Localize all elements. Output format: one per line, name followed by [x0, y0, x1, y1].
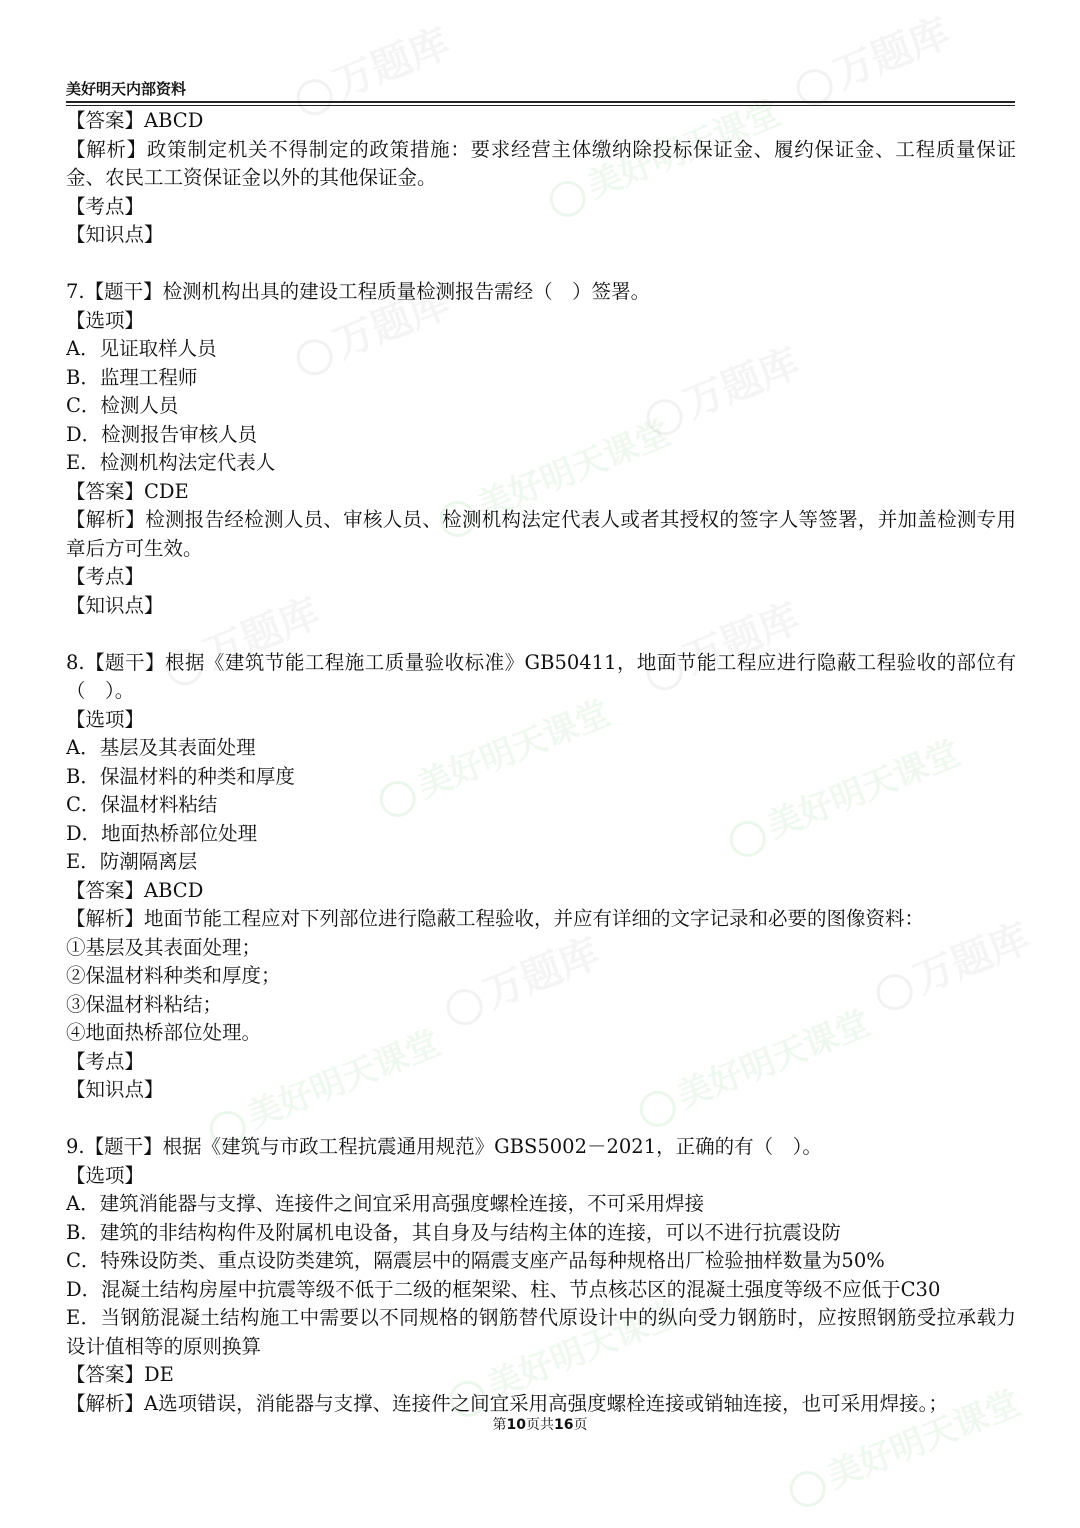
- q8-option-a: A．基层及其表面处理: [66, 736, 256, 759]
- document-body: [66, 107, 1016, 1418]
- q8-analysis-item-2: ②保温材料种类和厚度；: [66, 964, 281, 987]
- q8-stem: 8.【题干】根据《建筑节能工程施工质量验收标准》GB50411，地面节能工程应进行隐蔽工程验收的部位有（ ）。: [66, 650, 1016, 702]
- watermark-brand: 美好明天课堂: [200, 1016, 446, 1154]
- watermark-badge-icon: [784, 1465, 831, 1512]
- q8-option-e: E．防潮隔离层: [66, 850, 198, 873]
- page-prefix: 第: [492, 1417, 507, 1433]
- q8-answer: 【答案】ABCD: [66, 878, 204, 902]
- q7-option-e: E．检测机构法定代表人: [66, 451, 276, 474]
- q7-options-label: 【选项】: [66, 308, 145, 332]
- spacer: [66, 1105, 1016, 1134]
- page-footer: [0, 1414, 1080, 1434]
- watermark-brand: 美好明天课堂: [720, 726, 966, 864]
- q7-kaodian: 【考点】: [66, 565, 145, 588]
- q9-stem: 9.【题干】根据《建筑与市政工程抗震通用规范》GBS5002－2021，正确的有（ ）。: [66, 1135, 822, 1158]
- q7-option-b: B．监理工程师: [66, 365, 198, 389]
- watermark-wantiku: 万题库: [285, 12, 457, 126]
- q6-zhishidian: 【知识点】: [66, 223, 164, 246]
- q6-answer: 【答案】ABCD: [66, 109, 204, 132]
- q8-analysis-item-1: ①基层及其表面处理；: [66, 935, 262, 959]
- header-title: 美好明天内部资料: [66, 80, 187, 98]
- q9-option-c: C．特殊设防类、重点设防类建筑，隔震层中的隔震支座产品每种规格出厂检验抽样数量为50%: [66, 1249, 885, 1272]
- q7-analysis: 【解析】检测报告经检测人员、审核人员、检测机构法定代表人或者其授权的签字人等签署，并加盖检测专用章后方可生效。: [66, 508, 1016, 560]
- watermark-brand: 美好明天课堂: [780, 1376, 1026, 1514]
- q9-options-label: 【选项】: [66, 1163, 145, 1187]
- header-rule: [66, 101, 1015, 103]
- q7-option-d: D．检测报告审核人员: [66, 422, 258, 446]
- watermark-wantiku: 万题库: [285, 272, 457, 386]
- watermark-wantiku: 万题库: [635, 332, 807, 446]
- q8-option-c: C．保温材料粘结: [66, 793, 218, 816]
- q7-stem: 7.【题干】检测机构出具的建设工程质量检测报告需经（ ）签署。: [66, 280, 651, 303]
- q8-kaodian: 【考点】: [66, 1049, 145, 1073]
- q9-option-a: A．建筑消能器与支撑、连接件之间宜采用高强度螺栓连接，不可采用焊接: [66, 1192, 705, 1215]
- watermark-wantiku: 万题库: [635, 587, 807, 701]
- watermark-brand: 美好明天课堂: [540, 86, 786, 224]
- page-total: 16: [554, 1417, 574, 1433]
- q8-analysis: 【解析】地面节能工程应对下列部位进行隐蔽工程验收，并应有详细的文字记录和必要的图像资料：: [66, 907, 925, 930]
- spacer: [66, 620, 1016, 649]
- q8-analysis-item-4: ④地面热桥部位处理。: [66, 1021, 262, 1044]
- watermark-brand: 美好明天课堂: [430, 406, 676, 544]
- watermark-wantiku: 万题库: [155, 582, 327, 696]
- watermark-brand: 美好明天课堂: [370, 686, 616, 824]
- q8-zhishidian: 【知识点】: [66, 1078, 164, 1101]
- watermark-brand: 美好明天课堂: [440, 1286, 686, 1424]
- q9-answer: 【答案】DE: [66, 1363, 174, 1386]
- q7-option-c: C．检测人员: [66, 394, 179, 417]
- q7-answer: 【答案】CDE: [66, 479, 189, 503]
- q6-analysis: 【解析】政策制定机关不得制定的政策措施：要求经营主体缴纳除投标保证金、履约保证金、工程质量保证金、农民工工资保证金以外的其他保证金。: [66, 137, 1016, 189]
- page-current: 10: [506, 1417, 526, 1433]
- q9-option-b: B．建筑的非结构构件及附属机电设备，其自身及与结构主体的连接，可以不进行抗震设防: [66, 1220, 841, 1244]
- q8-option-d: D．地面热桥部位处理: [66, 821, 258, 845]
- watermark-brand: 美好明天课堂: [630, 996, 876, 1134]
- page-middle: 页共: [526, 1417, 554, 1433]
- page-suffix: 页: [573, 1417, 588, 1433]
- watermark-wantiku: 万题库: [435, 922, 607, 1036]
- q9-option-e: E．当钢筋混凝土结构施工中需要以不同规格的钢筋替代原设计中的纵向受力钢筋时，应按照钢筋受拉承载力设计值相等的原则换算: [66, 1306, 1016, 1358]
- watermark-wantiku: 万题库: [785, 2, 957, 116]
- q9-analysis: 【解析】A选项错误，消能器与支撑、连接件之间宜采用高强度螺栓连接或销轴连接，也可采用焊接。；: [66, 1391, 948, 1415]
- q7-option-a: A．见证取样人员: [66, 337, 217, 360]
- q8-option-b: B．保温材料的种类和厚度: [66, 764, 295, 788]
- q9-option-d: D．混凝土结构房屋中抗震等级不低于二级的框架梁、柱、节点核芯区的混凝土强度等级不应低于C30: [66, 1277, 941, 1301]
- header-rule-thin: [66, 105, 1015, 106]
- q8-analysis-item-3: ③保温材料粘结；: [66, 992, 223, 1016]
- q8-options-label: 【选项】: [66, 707, 145, 731]
- watermark-badge-icon: [791, 64, 838, 111]
- watermark-wantiku: 万题库: [865, 907, 1037, 1021]
- q6-kaodian: 【考点】: [66, 194, 145, 218]
- q7-zhishidian: 【知识点】: [66, 593, 164, 617]
- spacer: [66, 250, 1016, 279]
